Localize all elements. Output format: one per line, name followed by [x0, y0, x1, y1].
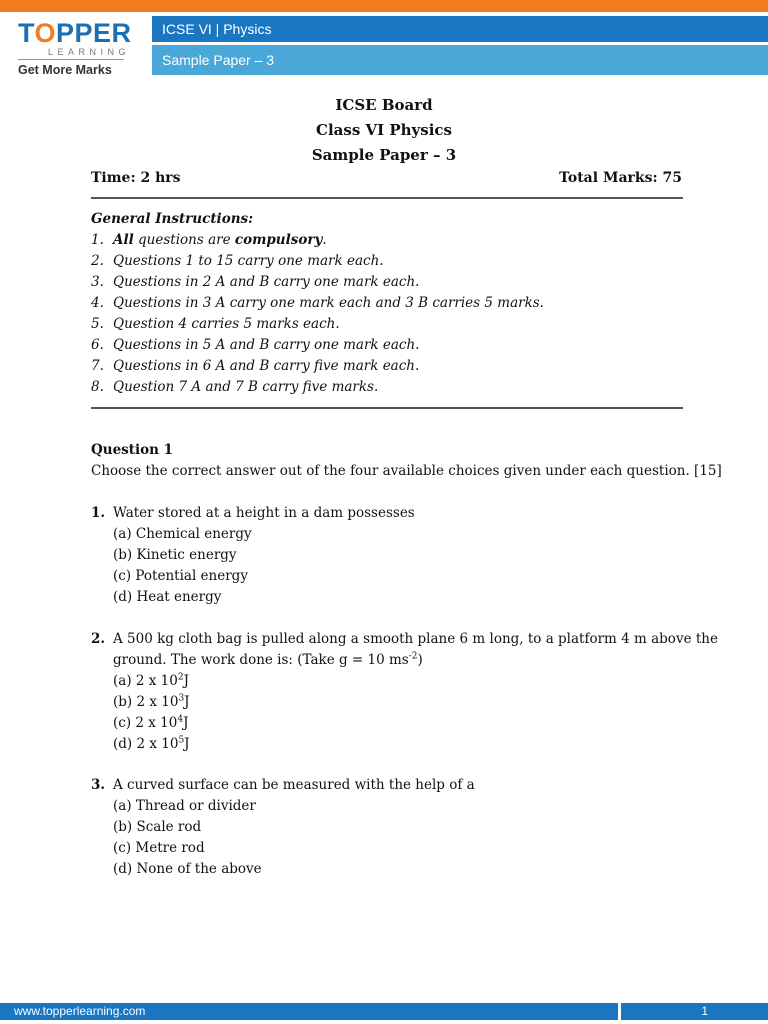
option: (a) Thread or divider: [113, 798, 256, 814]
option: (b) Kinetic energy: [113, 547, 237, 563]
paper-title: Sample Paper – 3: [311, 146, 457, 164]
option: (a) Chemical energy: [113, 526, 252, 542]
class-title: Class VI Physics: [316, 121, 452, 139]
logo-divider: [18, 59, 124, 60]
topper-logo: [18, 18, 132, 77]
total-marks-label: Total Marks: 75: [559, 170, 682, 186]
question-text: Water stored at a height in a dam possesses: [113, 505, 415, 521]
instruction-item: 7. Questions in 6 A and B carry five mark each.: [91, 358, 420, 374]
question-heading: Question 1: [91, 442, 174, 458]
divider-top: [91, 197, 683, 199]
instruction-item: 3. Questions in 2 A and B carry one mark each.: [91, 274, 420, 290]
paper-header: Sample Paper – 3: [152, 45, 768, 75]
option: (a) 2 x $10^2J$: [113, 672, 189, 689]
option: (d) None of the above: [113, 861, 262, 877]
option: (b) Scale rod: [113, 819, 202, 835]
question-text: A curved surface can be measured with the help of a: [113, 777, 475, 793]
instructions-heading: General Instructions:: [91, 211, 254, 227]
question-number: 1.: [91, 505, 106, 521]
question-text: ground. The work done is: (Take g = 10 $ms^{-2}$): [113, 651, 423, 668]
top-orange-bar: [0, 0, 768, 12]
logo-subtext: LEARNING: [48, 47, 131, 57]
option: (d) 2 x $10^5J$: [113, 735, 190, 752]
logo-tagline: Get More Marks: [18, 63, 112, 77]
board-title: ICSE Board: [335, 96, 433, 114]
question-text: A 500 kg cloth bag is pulled along a smooth plane 6 m long, to a platform 4 m above the: [113, 631, 718, 647]
option: (c) 2 x $10^4J$: [113, 714, 189, 731]
instruction-item: 8. Question 7 A and 7 B carry five marks.: [91, 379, 379, 395]
option: (c) Potential energy: [113, 568, 248, 584]
footer-page-number: 1: [621, 1003, 768, 1020]
logo-brand: TOPPER: [18, 18, 132, 48]
instruction-item: 6. Questions in 5 A and B carry one mark each.: [91, 337, 420, 353]
subject-header: ICSE VI | Physics: [152, 16, 768, 42]
option: (d) Heat energy: [113, 589, 222, 605]
instruction-item: 4. Questions in 3 A carry one mark each and 3 B carries 5 marks.: [91, 295, 544, 311]
footer-website-link[interactable]: www.topperlearning.com: [0, 1003, 618, 1020]
question-number: 2.: [91, 631, 106, 647]
question-prompt: Choose the correct answer out of the four available choices given under each question. [15]: [91, 463, 722, 479]
instruction-item: 2. Questions 1 to 15 carry one mark each.: [91, 253, 384, 269]
divider-bottom: [91, 407, 683, 409]
instruction-item: 1. All questions are compulsory.: [91, 232, 327, 248]
option: (b) 2 x $10^3J$: [113, 693, 190, 710]
instruction-item: 5. Question 4 carries 5 marks each.: [91, 316, 340, 332]
question-number: 3.: [91, 777, 106, 793]
option: (c) Metre rod: [113, 840, 205, 856]
time-label: Time: 2 hrs: [91, 170, 181, 186]
